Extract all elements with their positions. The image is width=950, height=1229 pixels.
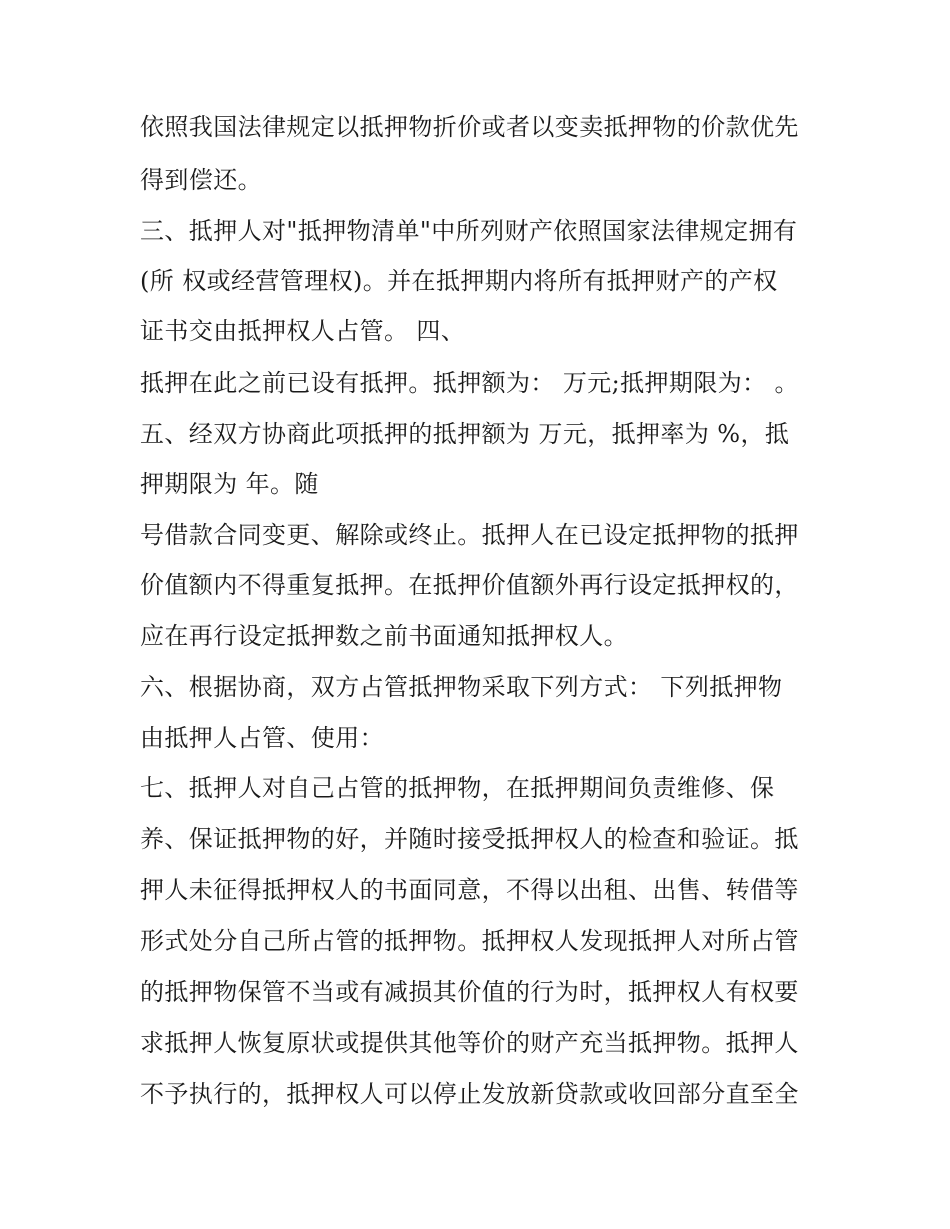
text-line: 不予执行的，抵押权人可以停止发放新贷款或收回部分直至全: [140, 1080, 799, 1108]
text-line: 价值额内不得重复抵押。在抵押价值额外再行设定抵押权的，: [140, 571, 799, 599]
text-line: 证书交由抵押权人占管。 四、: [140, 317, 466, 345]
text-line: 押期限为 年。随: [140, 470, 319, 498]
text-line: 抵押在此之前已设有抵押。抵押额为： 万元;抵押期限为： 。: [140, 369, 799, 397]
text-line: 由抵押人占管、使用：: [140, 724, 384, 752]
text-line: 依照我国法律规定以抵押物折价或者以变卖抵押物的价款优先: [140, 113, 799, 141]
text-line: 求抵押人恢复原状或提供其他等价的财产充当抵押物。抵押人: [140, 1029, 799, 1057]
text-line: 五、经双方协商此项抵押的抵押额为 万元，抵押率为 %，抵: [140, 420, 790, 448]
text-line: 形式处分自己所占管的抵押物。抵押权人发现抵押人对所占管: [140, 927, 799, 955]
text-line: 六、根据协商，双方占管抵押物采取下列方式： 下列抵押物: [140, 673, 783, 701]
text-line: 应在再行设定抵押数之前书面通知抵押权人。: [140, 622, 628, 650]
text-line: 三、抵押人对"抵押物清单"中所列财产依照国家法律规定拥有: [140, 217, 798, 245]
text-line: 七、抵押人对自己占管的抵押物，在抵押期间负责维修、保: [140, 774, 775, 802]
text-line: 得到偿还。: [140, 166, 262, 194]
text-line: 的抵押物保管不当或有减损其价值的行为时，抵押权人有权要: [140, 978, 799, 1006]
text-line: (所 权或经营管理权)。并在抵押期内将所有抵押财产的产权: [140, 267, 778, 295]
text-line: 押人未征得抵押权人的书面同意，不得以出租、出售、转借等: [140, 876, 799, 904]
text-line: 养、保证抵押物的好，并随时接受抵押权人的检查和验证。抵: [140, 825, 799, 853]
text-line: 号借款合同变更、解除或终止。抵押人在已设定抵押物的抵押: [140, 521, 799, 549]
